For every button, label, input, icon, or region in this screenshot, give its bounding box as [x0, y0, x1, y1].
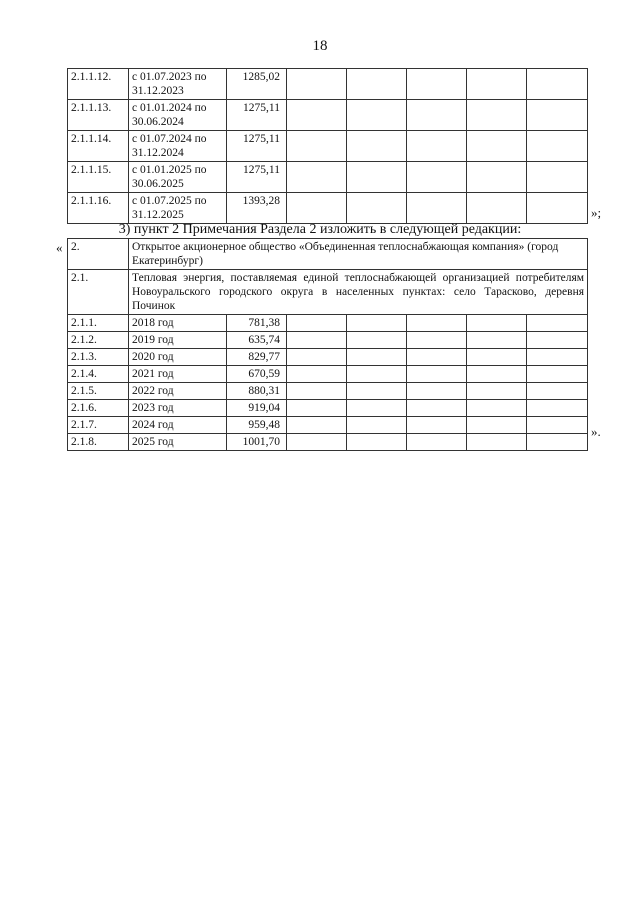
empty-cell [347, 383, 407, 400]
empty-cell [467, 383, 527, 400]
tariff-table-amended [67, 238, 588, 451]
empty-cell [527, 417, 588, 434]
table-row [68, 131, 588, 162]
empty-cell [347, 417, 407, 434]
table-row-organization [68, 239, 588, 270]
table-row [68, 162, 588, 193]
section-heading: 3) пункт 2 Примечания Раздела 2 изложить в следующей редакции: [118, 222, 522, 237]
empty-cell [407, 193, 467, 224]
empty-cell [347, 162, 407, 193]
row-number: 2.1.8. [68, 434, 129, 451]
closing-quote: »; [591, 205, 602, 220]
row-number: 2.1.4. [68, 366, 129, 383]
empty-cell [287, 434, 347, 451]
empty-cell [287, 366, 347, 383]
table-row [68, 417, 588, 434]
row-number: 2.1.3. [68, 349, 129, 366]
empty-cell [467, 162, 527, 193]
empty-cell [407, 100, 467, 131]
empty-cell [347, 434, 407, 451]
empty-cell [407, 69, 467, 100]
empty-cell [527, 193, 588, 224]
table-row [68, 315, 588, 332]
tariff-table-continued [67, 68, 588, 224]
empty-cell [467, 400, 527, 417]
row-number: 2.1.1.14. [68, 131, 129, 162]
period-cell: с 01.01.2025 по 30.06.2025 [129, 162, 227, 193]
empty-cell [467, 434, 527, 451]
year-cell: 2020 год [129, 349, 227, 366]
row-number: 2.1.1.13. [68, 100, 129, 131]
row-number: 2.1. [68, 270, 129, 315]
period-cell: с 01.07.2023 по 31.12.2023 [129, 69, 227, 100]
empty-cell [467, 315, 527, 332]
empty-cell [467, 332, 527, 349]
empty-cell [347, 366, 407, 383]
table-row [68, 332, 588, 349]
empty-cell [347, 349, 407, 366]
empty-cell [407, 434, 467, 451]
closing-quote: ». [591, 424, 601, 439]
empty-cell [347, 193, 407, 224]
period-cell: с 01.07.2025 по 31.12.2025 [129, 193, 227, 224]
empty-cell [287, 417, 347, 434]
empty-cell [407, 162, 467, 193]
row-number: 2.1.5. [68, 383, 129, 400]
year-cell: 2021 год [129, 366, 227, 383]
empty-cell [407, 315, 467, 332]
empty-cell [407, 400, 467, 417]
tariff-value: 919,04 [227, 400, 287, 417]
year-cell: 2019 год [129, 332, 227, 349]
empty-cell [467, 349, 527, 366]
empty-cell [467, 417, 527, 434]
empty-cell [287, 69, 347, 100]
table-row [68, 400, 588, 417]
empty-cell [407, 417, 467, 434]
empty-cell [527, 366, 588, 383]
page-number: 18 [312, 38, 328, 54]
empty-cell [527, 162, 588, 193]
empty-cell [287, 193, 347, 224]
opening-quote: « [56, 240, 63, 255]
empty-cell [527, 400, 588, 417]
row-number: 2. [68, 239, 129, 270]
empty-cell [287, 131, 347, 162]
empty-cell [347, 131, 407, 162]
tariff-value: 959,48 [227, 417, 287, 434]
empty-cell [287, 349, 347, 366]
year-cell: 2023 год [129, 400, 227, 417]
table-row [68, 366, 588, 383]
row-number: 2.1.1. [68, 315, 129, 332]
service-description: Тепловая энергия, поставляемая единой теплоснабжающей организацией потребителям Новоуральского городского округа в населенных пунктах: село Тарасково, деревня Починок [129, 270, 588, 315]
period-cell: с 01.07.2024 по 31.12.2024 [129, 131, 227, 162]
tariff-value: 1275,11 [227, 131, 287, 162]
table-row [68, 193, 588, 224]
year-cell: 2024 год [129, 417, 227, 434]
tariff-value: 1393,28 [227, 193, 287, 224]
row-number: 2.1.1.15. [68, 162, 129, 193]
year-cell: 2025 год [129, 434, 227, 451]
empty-cell [407, 383, 467, 400]
empty-cell [407, 349, 467, 366]
tariff-value: 829,77 [227, 349, 287, 366]
empty-cell [287, 100, 347, 131]
empty-cell [407, 332, 467, 349]
empty-cell [467, 69, 527, 100]
table-row [68, 100, 588, 131]
organization-name: Открытое акционерное общество «Объединенная теплоснабжающая компания» (город Екатеринбург) [129, 239, 588, 270]
tariff-value: 1275,11 [227, 100, 287, 131]
row-number: 2.1.1.12. [68, 69, 129, 100]
empty-cell [347, 69, 407, 100]
empty-cell [467, 193, 527, 224]
empty-cell [527, 315, 588, 332]
empty-cell [527, 434, 588, 451]
empty-cell [527, 383, 588, 400]
tariff-value: 781,38 [227, 315, 287, 332]
empty-cell [527, 100, 588, 131]
table-row [68, 383, 588, 400]
empty-cell [527, 349, 588, 366]
table-row-service [68, 270, 588, 315]
empty-cell [407, 131, 467, 162]
empty-cell [347, 100, 407, 131]
row-number: 2.1.2. [68, 332, 129, 349]
empty-cell [527, 332, 588, 349]
year-cell: 2018 год [129, 315, 227, 332]
empty-cell [467, 366, 527, 383]
empty-cell [287, 315, 347, 332]
tariff-value: 635,74 [227, 332, 287, 349]
period-cell: с 01.01.2024 по 30.06.2024 [129, 100, 227, 131]
tariff-value: 670,59 [227, 366, 287, 383]
empty-cell [527, 69, 588, 100]
tariff-value: 880,31 [227, 383, 287, 400]
empty-cell [347, 315, 407, 332]
empty-cell [467, 131, 527, 162]
empty-cell [287, 332, 347, 349]
tariff-value: 1275,11 [227, 162, 287, 193]
empty-cell [347, 400, 407, 417]
empty-cell [347, 332, 407, 349]
empty-cell [287, 383, 347, 400]
year-cell: 2022 год [129, 383, 227, 400]
empty-cell [467, 100, 527, 131]
empty-cell [407, 366, 467, 383]
empty-cell [287, 400, 347, 417]
empty-cell [527, 131, 588, 162]
table-row [68, 349, 588, 366]
table-row [68, 434, 588, 451]
row-number: 2.1.6. [68, 400, 129, 417]
empty-cell [287, 162, 347, 193]
row-number: 2.1.7. [68, 417, 129, 434]
row-number: 2.1.1.16. [68, 193, 129, 224]
tariff-value: 1001,70 [227, 434, 287, 451]
table-row [68, 69, 588, 100]
tariff-value: 1285,02 [227, 69, 287, 100]
